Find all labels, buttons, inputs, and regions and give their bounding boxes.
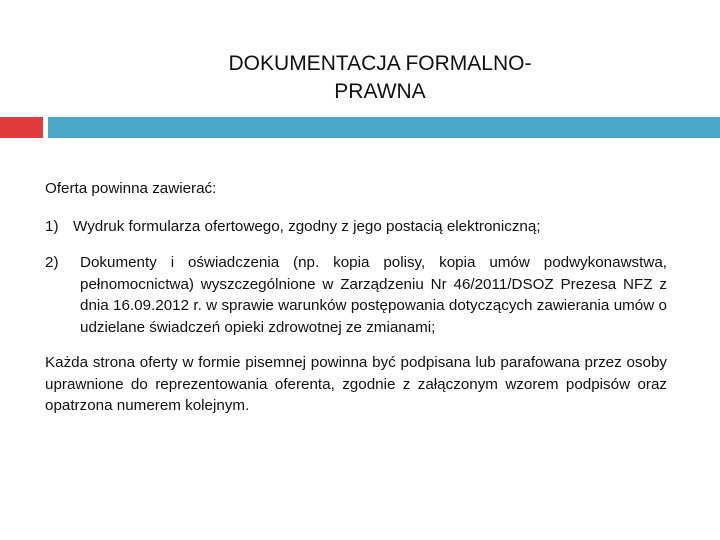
- closing-paragraph: Każda strona oferty w formie pisemnej powinna być podpisana lub parafowana przez osoby uprawnione do reprezentowania oferenta, zgodnie z załączonym wzorem podpisów oraz opatrzona numerem kolejnym.: [45, 354, 667, 414]
- list-item-2: [45, 252, 667, 338]
- list-number-2: 2): [45, 254, 59, 271]
- accent-bar-blue: [48, 117, 720, 138]
- slide-body: [45, 178, 667, 417]
- list-item-1: [45, 216, 667, 238]
- list-text-1: Wydruk formularza ofertowego, zgodny z jego postacią elektroniczną;: [73, 217, 541, 235]
- title-line-2: PRAWNA: [334, 80, 426, 103]
- list-text-2: Dokumenty i oświadczenia (np. kopia polisy, kopia umów podwykonawstwa, pełnomocnictwa) wyszczególnione w Zarządzeniu Nr 46/2011/DSOZ Prezesa NFZ z dnia 16.09.2012 r. w sprawie warunków postępowania dotyczących zawierania umów o udzielane świadczeń opieki zdrowotnej ze zmianami;: [80, 254, 667, 336]
- accent-bar-red: [0, 117, 43, 138]
- list-number-1: 1): [45, 217, 59, 235]
- intro-text: Oferta powinna zawierać:: [45, 180, 217, 197]
- slide-title: [150, 50, 610, 106]
- title-line-1: DOKUMENTACJA FORMALNO-: [228, 52, 532, 75]
